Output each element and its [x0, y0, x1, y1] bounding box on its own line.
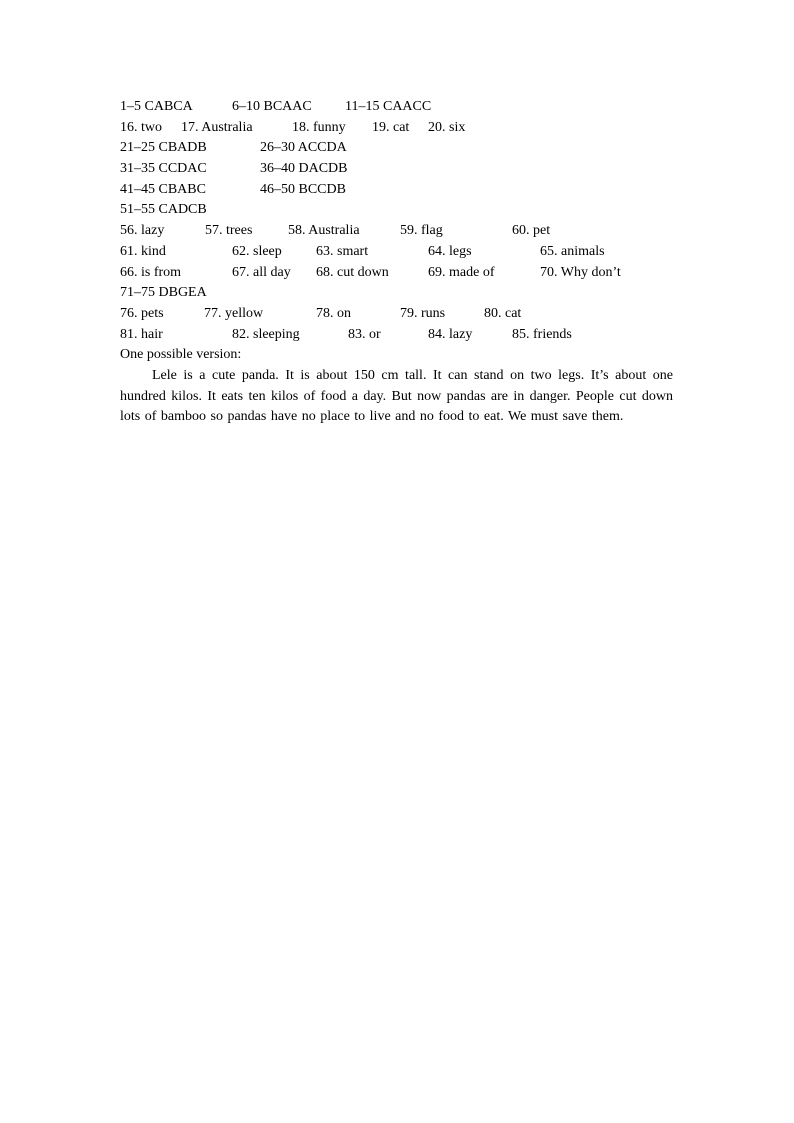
answer-row-56-60: [120, 221, 673, 242]
answer-78: 78. on: [316, 305, 351, 321]
answer-67: 67. all day: [232, 264, 291, 280]
answer-71-75: 71–75 DBGEA: [120, 285, 207, 301]
answer-row-1-15: [120, 97, 673, 118]
answer-59: 59. flag: [400, 223, 443, 239]
answer-77: 77. yellow: [204, 305, 264, 321]
writing-heading-text: One possible version:: [120, 347, 242, 363]
answer-81: 81. hair: [120, 326, 163, 342]
answer-1-5: 1–5 CABCA: [120, 99, 193, 114]
answer-82: 82. sleeping: [232, 326, 300, 342]
answer-68: 68. cut down: [316, 264, 389, 280]
answer-row-71-75: [120, 283, 673, 304]
answer-row-51-55: [120, 200, 673, 221]
answer-76: 76. pets: [120, 305, 164, 321]
answer-63: 63. smart: [316, 243, 369, 259]
answer-36-40: 36–40 DACDB: [260, 161, 348, 177]
answer-key: [120, 97, 673, 428]
answer-17: 17. Australia: [181, 119, 253, 135]
answer-26-30: 26–30 ACCDA: [260, 140, 347, 156]
answer-row-31-40: [120, 159, 673, 180]
answer-row-76-80: [120, 304, 673, 325]
writing-heading: [120, 345, 673, 366]
answer-56: 56. lazy: [120, 223, 165, 239]
answer-70: 70. Why don’t: [540, 264, 621, 280]
answer-row-66-70: [120, 263, 673, 284]
answer-65: 65. animals: [540, 243, 605, 259]
answer-row-61-65: [120, 242, 673, 263]
answer-19: 19. cat: [372, 119, 410, 135]
answer-58: 58. Australia: [288, 223, 360, 239]
answer-84: 84. lazy: [428, 326, 473, 342]
answer-51-55: 51–55 CADCB: [120, 202, 207, 218]
answer-21-25: 21–25 CBADB: [120, 140, 207, 156]
answer-46-50: 46–50 BCCDB: [260, 181, 346, 197]
answer-41-45: 41–45 CBABC: [120, 181, 206, 197]
answer-64: 64. legs: [428, 243, 472, 259]
answer-20: 20. six: [428, 119, 466, 135]
answer-11-15: 11–15 CAACC: [345, 99, 432, 114]
answer-83: 83. or: [348, 326, 381, 342]
answer-row-16-20: [120, 118, 673, 139]
answer-31-35: 31–35 CCDAC: [120, 161, 207, 177]
answer-row-21-30: [120, 138, 673, 159]
answer-66: 66. is from: [120, 264, 182, 280]
answer-row-81-85: [120, 325, 673, 346]
answer-6-10: 6–10 BCAAC: [232, 99, 312, 114]
answer-79: 79. runs: [400, 305, 446, 321]
answer-60: 60. pet: [512, 223, 551, 239]
answer-16: 16. two: [120, 119, 162, 135]
answer-18: 18. funny: [292, 119, 346, 135]
answer-57: 57. trees: [205, 223, 253, 239]
answer-80: 80. cat: [484, 305, 522, 321]
answer-61: 61. kind: [120, 243, 166, 259]
answer-85: 85. friends: [512, 326, 572, 342]
answer-62: 62. sleep: [232, 243, 282, 259]
sample-essay: Lele is a cute panda. It is about 150 cm tall. It can stand on two legs. It’s about one hundred kilos. It eats ten kilos of food a day. But now pandas are in danger. People cut down lots of bamboo so pandas have no place to live and no food to eat. We must save them.: [120, 367, 673, 425]
answer-69: 69. made of: [428, 264, 495, 280]
answer-row-41-50: [120, 180, 673, 201]
